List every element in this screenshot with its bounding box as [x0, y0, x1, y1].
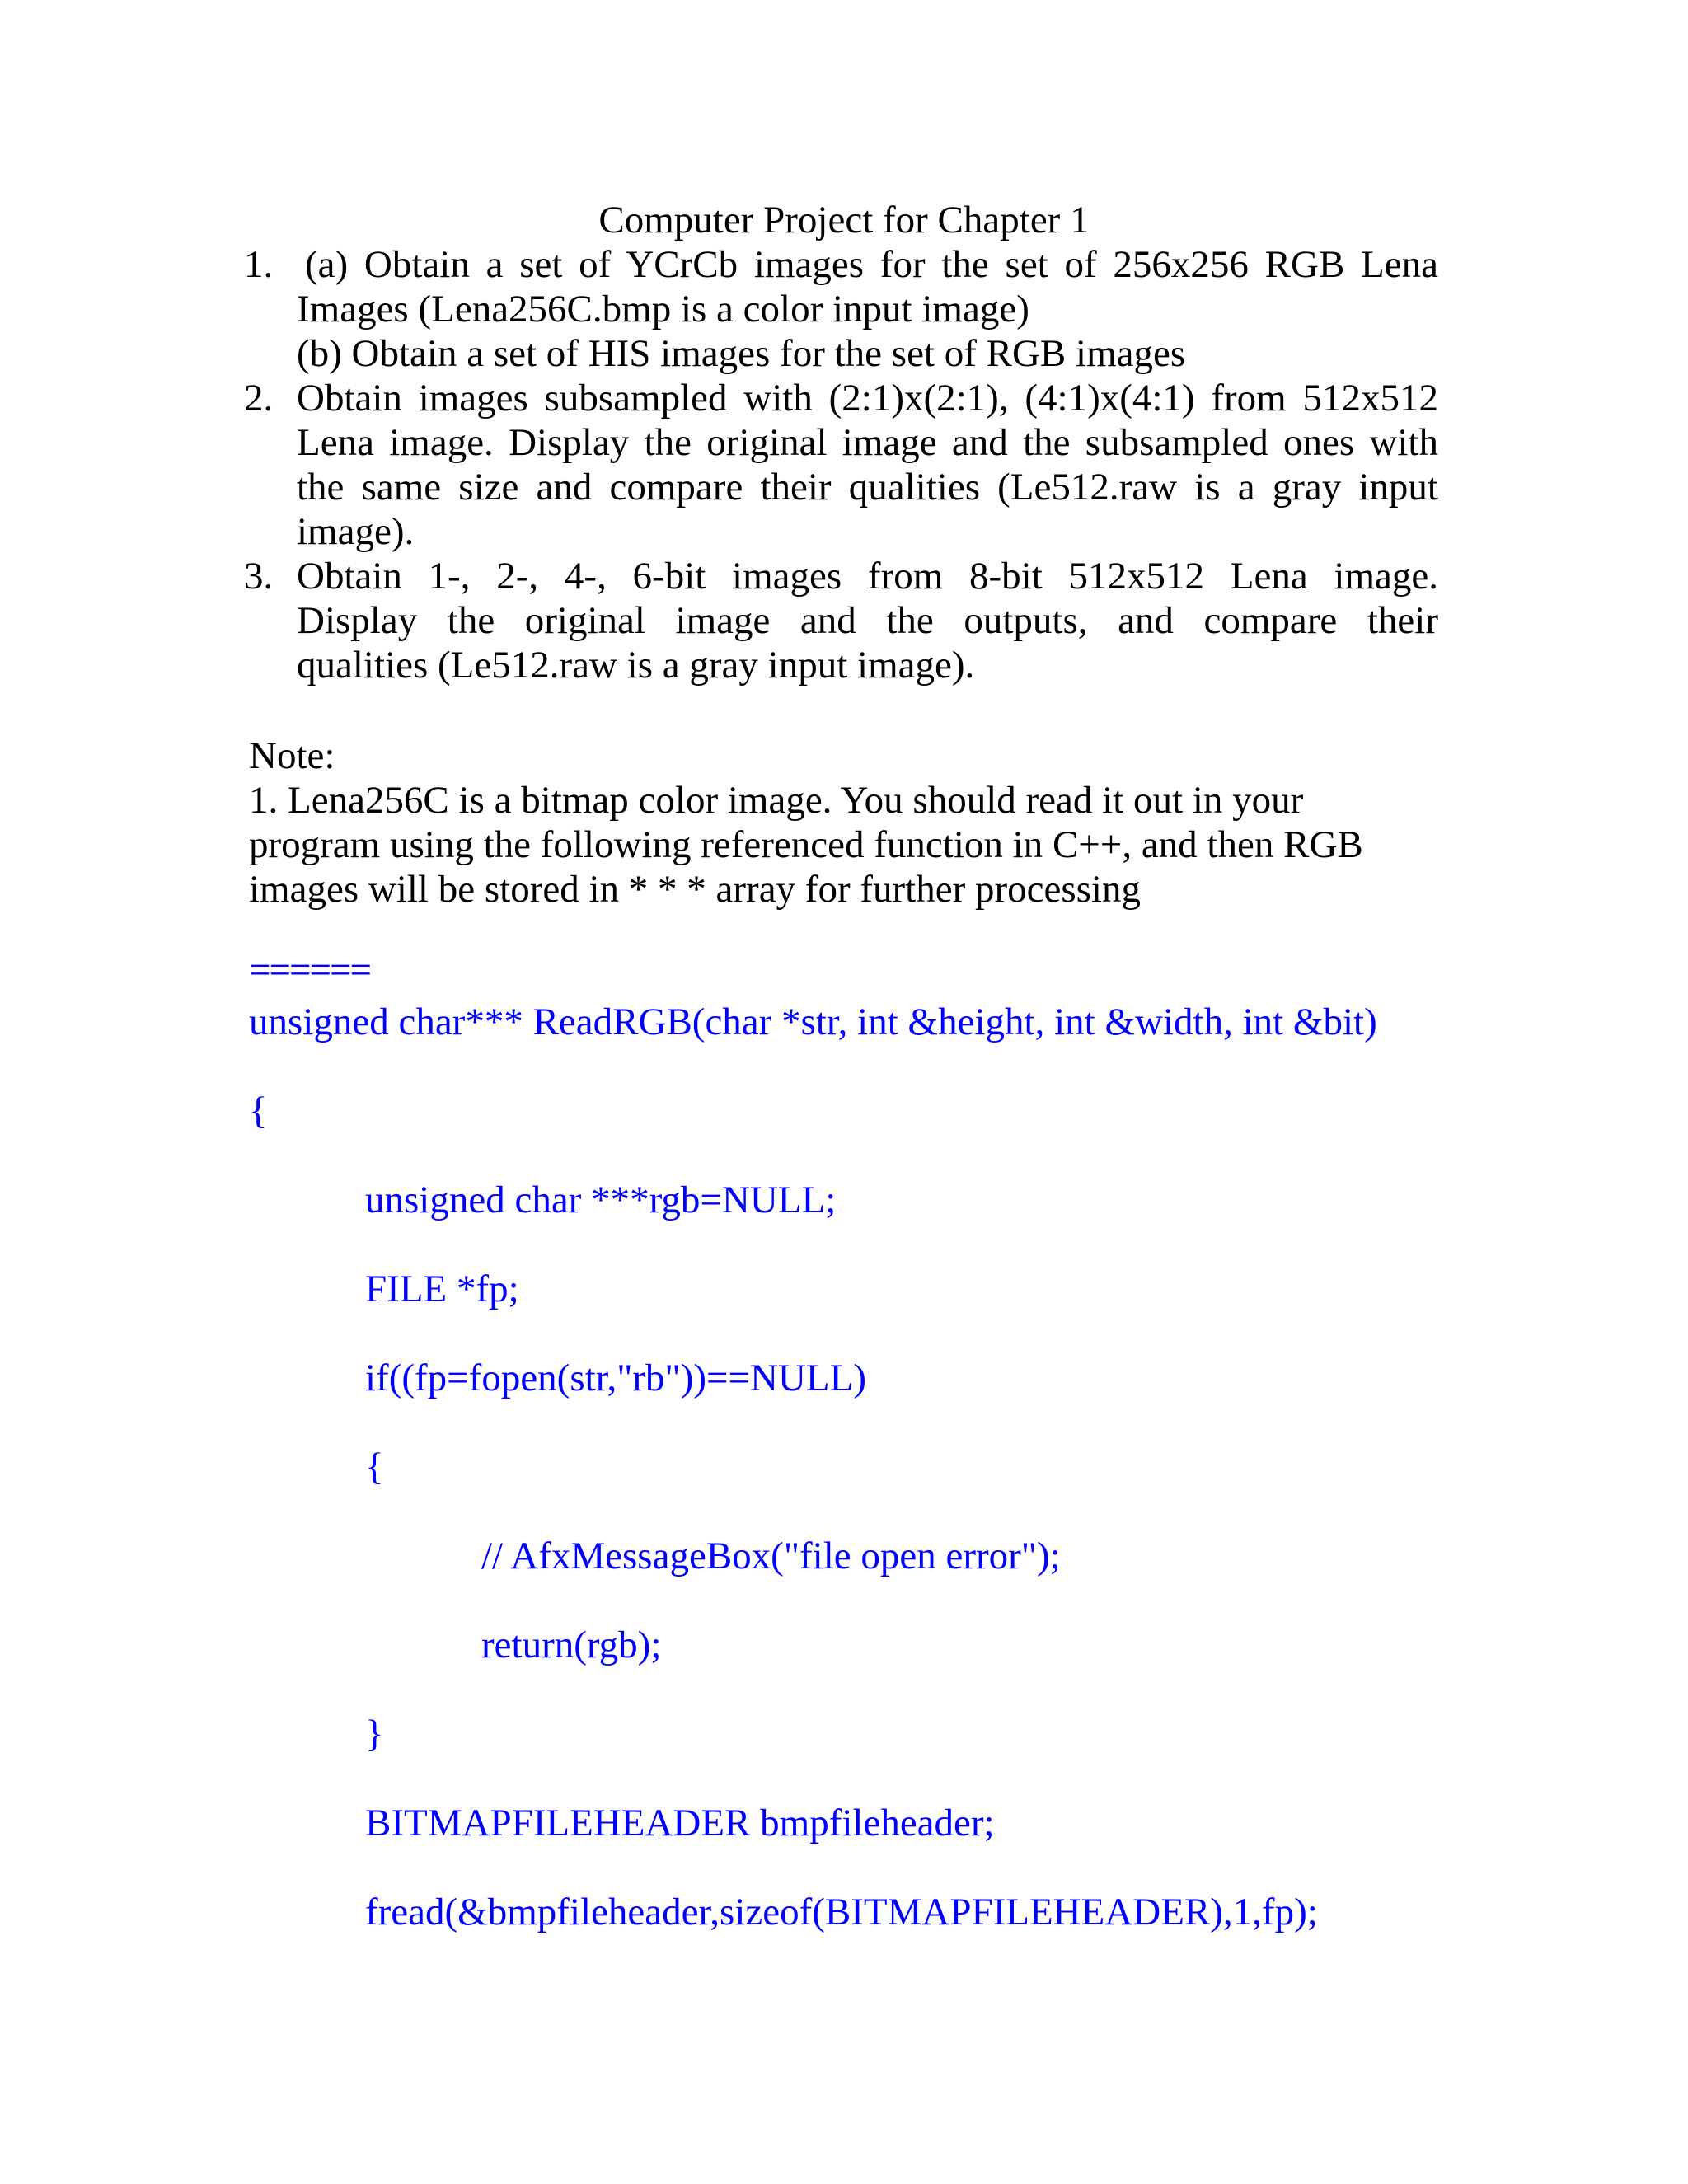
list-item — [244, 554, 1438, 687]
list-item — [244, 376, 1438, 554]
note-line: images will be stored in * * * array for further processing — [249, 868, 1141, 911]
page-title: Computer Project for Chapter 1 — [598, 199, 1090, 241]
list-item — [244, 242, 1438, 376]
list-item-line: qualities (Le512.raw is a gray input image). — [297, 644, 975, 687]
code-line: return(rgb); — [481, 1624, 662, 1666]
code-line: unsigned char*** ReadRGB(char *str, int &height, int &width, int &bit) — [249, 1001, 1377, 1043]
note-line: program using the following referenced function in C++, and then RGB — [249, 823, 1363, 866]
list-item-line: the same size and compare their qualities (Le512.raw is a gray input — [297, 466, 1438, 509]
task-list — [244, 242, 1438, 687]
list-item-number: 3. — [244, 555, 274, 598]
code-block — [249, 1000, 1650, 1979]
code-line: fread(&bmpfileheader,sizeof(BITMAPFILEHEADER),1,fp); — [365, 1891, 1318, 1933]
code-line: unsigned char ***rgb=NULL; — [365, 1179, 837, 1221]
separator: ====== — [249, 949, 371, 991]
list-item-line: Images (Lena256C.bmp is a color input image) — [297, 288, 1029, 330]
list-item-number: 2. — [244, 377, 274, 419]
code-line: { — [249, 1090, 268, 1132]
list-item-line: Display the original image and the outputs, and compare their — [297, 599, 1438, 642]
list-item-line: Obtain 1-, 2-, 4-, 6-bit images from 8-bit 512x512 Lena image. — [297, 555, 1438, 598]
code-line: // AfxMessageBox("file open error"); — [481, 1535, 1061, 1577]
list-item-line: (b) Obtain a set of HIS images for the set of RGB images — [297, 332, 1186, 375]
list-item-line: image). — [297, 510, 415, 553]
list-item-line: (a) Obtain a set of YCrCb images for the set of 256x256 RGB Lena — [305, 243, 1438, 286]
code-line: FILE *fp; — [365, 1268, 519, 1310]
list-item-line: Lena image. Display the original image and the subsampled ones with — [297, 421, 1438, 464]
code-line: BITMAPFILEHEADER bmpfileheader; — [365, 1802, 995, 1844]
code-line: { — [365, 1446, 384, 1488]
note-heading: Note: — [249, 734, 335, 777]
note-line: 1. Lena256C is a bitmap color image. You should read it out in your — [249, 779, 1304, 822]
code-line: if((fp=fopen(str,"rb"))==NULL) — [365, 1357, 866, 1399]
note-section — [249, 733, 1419, 912]
code-line: } — [365, 1713, 384, 1755]
list-item-number: 1. — [244, 243, 274, 286]
list-item-line: Obtain images subsampled with (2:1)x(2:1), (4:1)x(4:1) from 512x512 — [297, 377, 1438, 419]
